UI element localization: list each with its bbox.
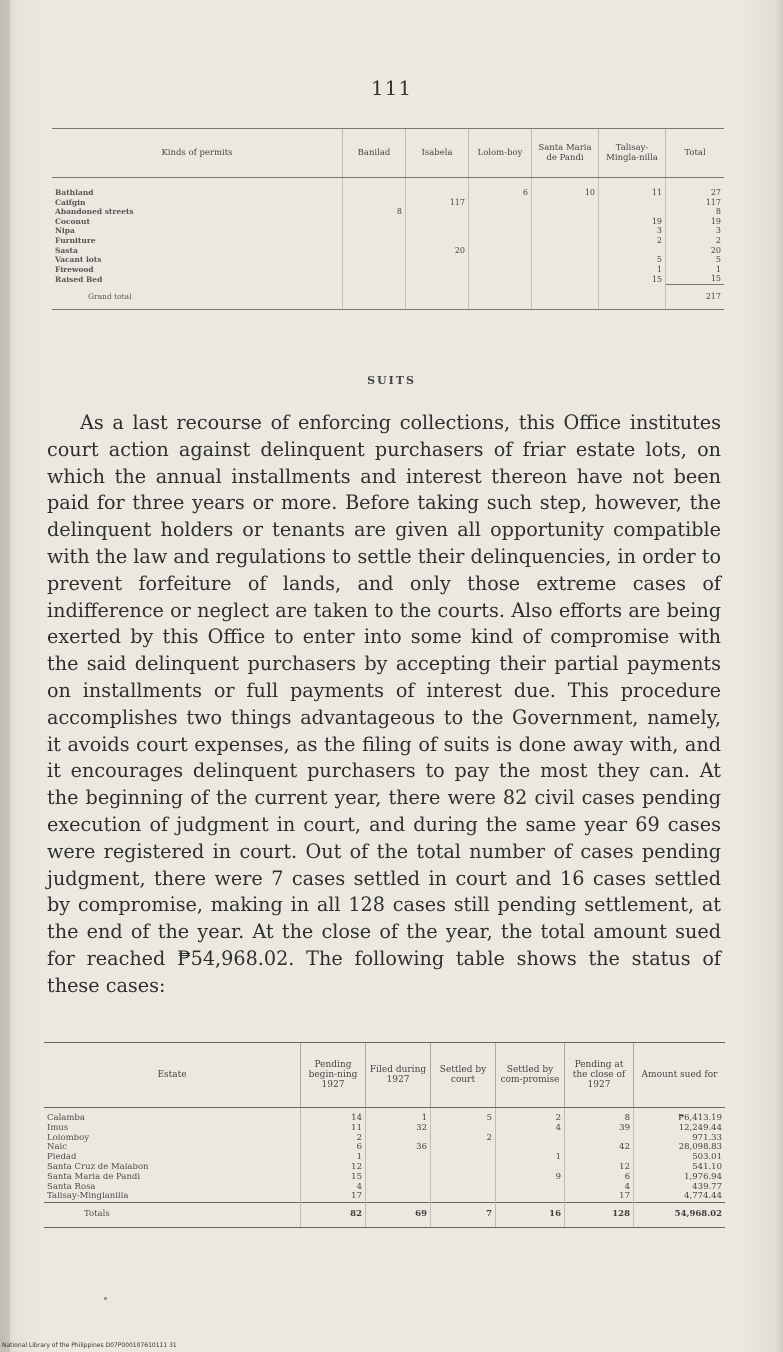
permit-count: 20 bbox=[666, 246, 725, 256]
status-header: Filed during 1927 bbox=[366, 1043, 431, 1108]
totals-value: 128 bbox=[565, 1203, 634, 1228]
estate-value bbox=[431, 1192, 496, 1202]
estate-value: 971.33 bbox=[634, 1134, 726, 1144]
estate-value: 4 bbox=[301, 1183, 366, 1193]
estate-value: 2 bbox=[301, 1134, 366, 1144]
estate-value: 1 bbox=[301, 1153, 366, 1163]
scan-footer: National Library of the Philippines D07P000107610111 31 bbox=[2, 1342, 177, 1349]
permits-header: Talisay-Mingla-nilla bbox=[599, 129, 666, 178]
permit-kind: Nipa bbox=[55, 226, 75, 236]
estate-value bbox=[366, 1183, 431, 1193]
estate-value bbox=[496, 1163, 565, 1173]
estate-value bbox=[431, 1173, 496, 1183]
permit-count: 8 bbox=[666, 207, 725, 217]
permit-count bbox=[343, 198, 406, 208]
permit-count bbox=[343, 246, 406, 256]
permit-count bbox=[406, 207, 469, 217]
permit-count bbox=[343, 226, 406, 236]
permit-count bbox=[532, 255, 599, 265]
permit-count bbox=[469, 274, 532, 284]
permit-count bbox=[343, 255, 406, 265]
permit-count bbox=[406, 226, 469, 236]
permit-count: 20 bbox=[406, 246, 469, 256]
estate-name: Piedad bbox=[47, 1153, 77, 1163]
permit-count: 117 bbox=[406, 198, 469, 208]
estate-name: Imus bbox=[47, 1123, 69, 1133]
estate-value: 15 bbox=[301, 1173, 366, 1183]
permits-header-row bbox=[52, 129, 724, 178]
permit-count bbox=[343, 178, 406, 198]
permits-row bbox=[52, 198, 724, 208]
permit-count: 6 bbox=[469, 178, 532, 198]
status-row bbox=[44, 1124, 725, 1134]
permit-count: 1 bbox=[599, 265, 666, 275]
permit-count bbox=[406, 217, 469, 227]
totals-value: 69 bbox=[366, 1203, 431, 1228]
status-totals-row bbox=[44, 1203, 725, 1228]
estate-name: Talisay-Minglanilla bbox=[47, 1192, 129, 1202]
estate-value bbox=[431, 1153, 496, 1163]
permit-count bbox=[532, 274, 599, 284]
estate-value: 2 bbox=[496, 1108, 565, 1124]
permit-count bbox=[469, 198, 532, 208]
estate-value: 4,774.44 bbox=[634, 1192, 726, 1202]
permits-header: Banilad bbox=[343, 129, 406, 178]
permits-header: Lolom-boy bbox=[469, 129, 532, 178]
permit-count bbox=[532, 236, 599, 246]
estate-value: 541.10 bbox=[634, 1163, 726, 1173]
estate-value bbox=[496, 1134, 565, 1144]
grand-total-value: 217 bbox=[666, 284, 725, 309]
permits-row bbox=[52, 265, 724, 275]
estate-value: 1 bbox=[496, 1153, 565, 1163]
permit-count bbox=[532, 198, 599, 208]
permit-count bbox=[532, 265, 599, 275]
status-header: Pending begin-ning 1927 bbox=[301, 1043, 366, 1108]
estate-value bbox=[565, 1153, 634, 1163]
estate-value: 6 bbox=[301, 1143, 366, 1153]
permits-table bbox=[52, 128, 724, 310]
paper-speck bbox=[104, 1297, 107, 1300]
permit-count bbox=[343, 265, 406, 275]
permit-kind: Raised Bed bbox=[55, 274, 103, 284]
estate-value: 42 bbox=[565, 1143, 634, 1153]
permit-count bbox=[469, 217, 532, 227]
estate-value: 4 bbox=[565, 1183, 634, 1193]
estate-value: 2 bbox=[431, 1134, 496, 1144]
permit-kind: Coconut bbox=[55, 216, 90, 226]
estate-value bbox=[496, 1192, 565, 1202]
permits-row bbox=[52, 246, 724, 256]
empty-cell bbox=[469, 284, 532, 309]
permits-header: Kinds of permits bbox=[52, 129, 343, 178]
estate-value: 5 bbox=[431, 1108, 496, 1124]
permit-count bbox=[406, 274, 469, 284]
permit-count bbox=[406, 265, 469, 275]
estate-value: 28,098.83 bbox=[634, 1143, 726, 1153]
totals-value: 16 bbox=[496, 1203, 565, 1228]
estate-value: 6 bbox=[565, 1173, 634, 1183]
permit-count bbox=[406, 236, 469, 246]
estate-value bbox=[496, 1143, 565, 1153]
permit-count: 2 bbox=[599, 236, 666, 246]
permits-row bbox=[52, 217, 724, 227]
permit-count: 27 bbox=[666, 178, 725, 198]
spine-shadow bbox=[0, 0, 10, 1352]
totals-value: 7 bbox=[431, 1203, 496, 1228]
permit-count: 2 bbox=[666, 236, 725, 246]
permit-count: 5 bbox=[666, 255, 725, 265]
status-header: Settled by court bbox=[431, 1043, 496, 1108]
estate-value: 32 bbox=[366, 1124, 431, 1134]
permit-count: 3 bbox=[666, 226, 725, 236]
status-header: Estate bbox=[44, 1043, 301, 1108]
section-title: SUITS bbox=[367, 374, 416, 387]
status-header: Pending at the close of 1927 bbox=[565, 1043, 634, 1108]
estate-value: 8 bbox=[565, 1108, 634, 1124]
estate-value: ₱6,413.19 bbox=[634, 1108, 726, 1124]
estate-value: 12 bbox=[565, 1163, 634, 1173]
status-table bbox=[44, 1042, 725, 1228]
status-header-row bbox=[44, 1043, 725, 1108]
permit-count: 1 bbox=[666, 265, 725, 275]
estate-value: 14 bbox=[301, 1108, 366, 1124]
status-row bbox=[44, 1143, 725, 1153]
status-header: Settled by com-promise bbox=[496, 1043, 565, 1108]
status-header: Amount sued for bbox=[634, 1043, 726, 1108]
permits-row bbox=[52, 207, 724, 217]
permit-count bbox=[406, 178, 469, 198]
estate-value bbox=[565, 1134, 634, 1144]
permit-count: 19 bbox=[666, 217, 725, 227]
permit-count bbox=[343, 274, 406, 284]
permits-grand-total-row bbox=[52, 284, 724, 309]
permit-count bbox=[406, 255, 469, 265]
estate-name: Naic bbox=[47, 1143, 67, 1153]
empty-cell bbox=[599, 284, 666, 309]
permit-count: 117 bbox=[666, 198, 725, 208]
permit-kind: Vacant lots bbox=[55, 255, 102, 265]
permit-kind: Firewood bbox=[55, 264, 94, 274]
estate-value bbox=[431, 1163, 496, 1173]
permit-count: 5 bbox=[599, 255, 666, 265]
estate-value: 17 bbox=[301, 1192, 366, 1202]
estate-value: 36 bbox=[366, 1143, 431, 1153]
permit-count bbox=[532, 246, 599, 256]
permits-row bbox=[52, 178, 724, 198]
permit-count: 15 bbox=[599, 274, 666, 284]
permit-count bbox=[469, 226, 532, 236]
status-row bbox=[44, 1173, 725, 1183]
estate-value: 12,249.44 bbox=[634, 1124, 726, 1134]
permit-count bbox=[599, 198, 666, 208]
permit-kind: Furniture bbox=[55, 235, 96, 245]
permit-count bbox=[599, 207, 666, 217]
grand-total-label: Grand total bbox=[52, 284, 343, 309]
permit-count: 3 bbox=[599, 226, 666, 236]
estate-value bbox=[366, 1134, 431, 1144]
totals-value: 54,968.02 bbox=[634, 1203, 726, 1228]
estate-value: 1,976.94 bbox=[634, 1173, 726, 1183]
permits-header: Santa Maria de Pandi bbox=[532, 129, 599, 178]
estate-value bbox=[431, 1124, 496, 1134]
estate-value bbox=[366, 1163, 431, 1173]
permit-kind: Bathland bbox=[55, 188, 94, 197]
permit-count bbox=[599, 246, 666, 256]
permit-count bbox=[469, 246, 532, 256]
status-row bbox=[44, 1183, 725, 1193]
permits-row bbox=[52, 226, 724, 236]
estate-value bbox=[366, 1192, 431, 1202]
status-row bbox=[44, 1153, 725, 1163]
permit-count bbox=[532, 226, 599, 236]
estate-value bbox=[496, 1183, 565, 1193]
status-row bbox=[44, 1192, 725, 1202]
empty-cell bbox=[532, 284, 599, 309]
estate-value: 4 bbox=[496, 1124, 565, 1134]
estate-value bbox=[366, 1173, 431, 1183]
estate-value bbox=[366, 1153, 431, 1163]
permit-count bbox=[469, 255, 532, 265]
permit-count: 10 bbox=[532, 178, 599, 198]
status-row bbox=[44, 1163, 725, 1173]
estate-value: 439.77 bbox=[634, 1183, 726, 1193]
suits-paragraph: As a last recourse of enforcing collections, this Office institutes court action against delinquent purchasers of friar estate lots, on which the annual installments and interest thereon have not been paid for three years or more. Before taking such step, however, the delinquent holders or tenants are given all opportunity compatible with the law and regulations to settle their delinquencies, in order to prevent forfeiture of lands, and only those extreme cases of indifference or neglect are taken to the courts. Also efforts are being exerted by this Office to enter into some kind of compromise with the said delinquent purchasers by accepting their partial payments on installments or full payments of interest due. This procedure accomplishes two things advantageous to the Government, namely, it avoids court expenses, as the filing of suits is done away with, and it encourages delinquent purchasers to pay the most they can. At the beginning of the current year, there were 82 civil cases pending execution of judgment in court, and during the same year 69 cases were registered in court. Out of the total number of cases pending judgment, there were 7 cases settled in court and 16 cases settled by compromise, making in all 128 cases still pending settlement, at the end of the year. At the close of the year, the total amount sued for reached ₱54,968.02. The following table shows the status of these cases: bbox=[47, 411, 721, 997]
estate-value bbox=[431, 1143, 496, 1153]
estate-value: 9 bbox=[496, 1173, 565, 1183]
permit-count: 19 bbox=[599, 217, 666, 227]
estate-name: Santa Cruz de Malabon bbox=[47, 1162, 149, 1172]
status-row bbox=[44, 1108, 725, 1124]
permits-row bbox=[52, 255, 724, 265]
permits-header: Total bbox=[666, 129, 725, 178]
estate-value: 39 bbox=[565, 1124, 634, 1134]
page-number: 111 bbox=[370, 76, 413, 100]
estate-value bbox=[431, 1183, 496, 1193]
estate-name: Santa Rosa bbox=[47, 1182, 96, 1192]
permit-count: 11 bbox=[599, 178, 666, 198]
permit-count bbox=[469, 265, 532, 275]
permit-count: 8 bbox=[343, 207, 406, 217]
estate-value: 1 bbox=[366, 1108, 431, 1124]
permit-count bbox=[532, 217, 599, 227]
permit-count bbox=[469, 207, 532, 217]
status-row bbox=[44, 1134, 725, 1144]
permit-count bbox=[343, 217, 406, 227]
permit-kind: Sasta bbox=[55, 245, 78, 255]
permit-count bbox=[469, 236, 532, 246]
permit-count bbox=[532, 207, 599, 217]
estate-name: Lolomboy bbox=[47, 1133, 90, 1143]
estate-name: Calamba bbox=[47, 1113, 85, 1123]
totals-label: Totals bbox=[44, 1203, 301, 1228]
permit-count: 15 bbox=[666, 274, 725, 284]
empty-cell bbox=[406, 284, 469, 309]
permits-row bbox=[52, 236, 724, 246]
estate-value: 11 bbox=[301, 1124, 366, 1134]
permits-row bbox=[52, 274, 724, 284]
empty-cell bbox=[343, 284, 406, 309]
permit-count bbox=[343, 236, 406, 246]
permit-kind: Caifgin bbox=[55, 197, 86, 207]
permits-header: Isabela bbox=[406, 129, 469, 178]
estate-value: 12 bbox=[301, 1163, 366, 1173]
estate-value: 17 bbox=[565, 1192, 634, 1202]
estate-value: 503.01 bbox=[634, 1153, 726, 1163]
estate-name: Santa Maria de Pandi bbox=[47, 1172, 141, 1182]
totals-value: 82 bbox=[301, 1203, 366, 1228]
permit-kind: Abandoned streets bbox=[55, 207, 134, 217]
